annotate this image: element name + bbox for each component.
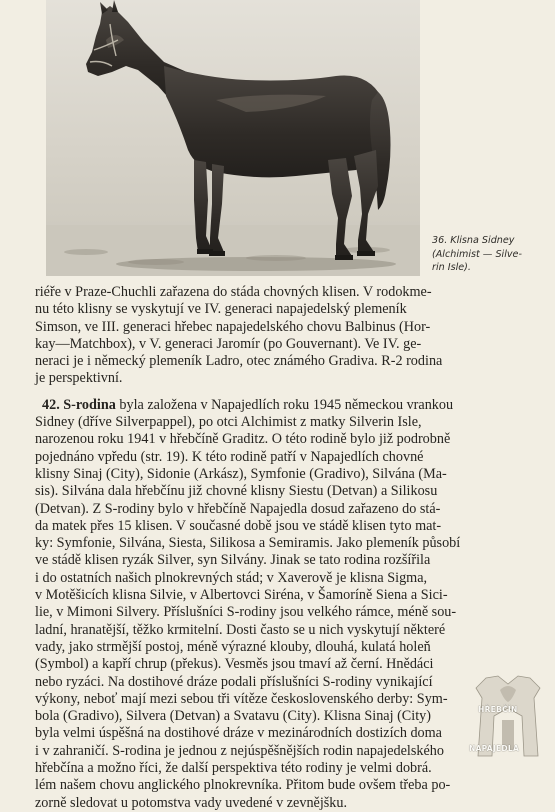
text-line: ky: Symfonie, Silvána, Siesta, Silikosa a Semiramis. Jako plemeník působí (35, 535, 461, 552)
text-line: Simson, ve III. generaci hřebec napajedelského chovu Balbinus (Hor- (35, 318, 431, 335)
text-line: hřebčína a možno říci, že další perspektiva této rodiny je velmi dobrá. (35, 760, 432, 777)
text-line: v Motěšicích klisna Silvie, v Albertovci Siréna, v Šamoríně Siena a Sici- (35, 587, 448, 604)
text-line: byla velmi úspěšná na dostihové dráze v mezinárodních dostizích doma (35, 725, 442, 742)
caption-line: (Alchimist — Silve- (432, 248, 522, 260)
text-line: je perspektivní. (35, 370, 123, 387)
watermark-text-top: HŘEBČÍN (478, 705, 518, 714)
text-line: výkony, neboť mají mezi sebou tři vítěze československého derby: Sym- (35, 690, 448, 707)
text-line: sis). Silvána dala hřebčínu již chovné klisny Siestu (Detvan) a Silikosu (35, 483, 438, 500)
text-line: narozenou roku 1941 v hřebčíně Graditz. O této rodině bylo již podrobně (35, 431, 451, 448)
text-line: nu této klisny se vyskytují ve IV. generaci napajedelský plemeník (35, 301, 407, 318)
text-line: nebo ryzáci. Na dostihové dráze podali příslušníci S-rodiny vynikající (35, 673, 433, 690)
text-line: riéře v Praze-Chuchli zařazena do stáda chovných klisen. V rodokme- (35, 284, 432, 300)
text-line: (Symbol) a kapří chrup (překus). Vesměs jsou tmaví až černí. Hnědáci (35, 656, 434, 673)
horse-photo (46, 0, 420, 276)
text-line: i v zahraničí. S-rodina je jednou z nejúspěšnějších rodin napajedelského (35, 742, 444, 759)
text-line: (Detvan). Z S-rodiny bylo v hřebčíně Napajedla dosud zařazeno do stá- (35, 500, 441, 517)
text-line: bola (Gradivo), Silvera (Detvan) a Svatavu (City). Klisna Sinaj (City) (35, 708, 431, 725)
watermark-text-bottom: NAPAJEDLA (469, 744, 520, 753)
text-line: neraci je i německý plemeník Ladro, otec známého Gradiva. R-2 rodina (35, 353, 443, 370)
text-fragment: byla založena v Napajedlích roku 1945 německou vrankou (115, 396, 454, 413)
photo-caption (432, 234, 550, 275)
text-line: i do ostatních našich plnokrevných stád; v Xaverově je klisna Sigma, (35, 569, 428, 586)
text-line (35, 397, 545, 414)
text-line: zorně sledovat u potomstva vady uvedené v zevnějšku. (35, 794, 348, 811)
text-line: klisny Sinaj (City), Sidonie (Arkász), Symfonie (Gradivo), Silvána (Ma- (35, 465, 447, 482)
text-line: kay—Matchbox), v V. generaci Jaromír (po Gouvernant). Ve IV. ge- (35, 335, 422, 352)
caption-line: rin Isle). (432, 262, 471, 274)
text-line: da matek přes 15 klisen. V současné době jsou ve stádě klisen tyto mat- (35, 517, 442, 534)
text-line: ve stádě klisen ryzák Silver, syn Silvány. Jinak se tato rodina rozšířila (35, 552, 431, 569)
text-line: lie, v Mimoni Silvery. Příslušníci S-rodiny jsou velkého rámce, méně sou- (35, 604, 457, 621)
paragraph-r2-family (35, 284, 545, 388)
text-line: lém našem chovu anglického plnokrevníka. Přitom bude ovšem třeba po- (35, 777, 451, 794)
horse-illustration (46, 0, 420, 276)
section-heading: 42. S-rodina (42, 396, 116, 413)
text-line: pojednáno vpředu (str. 19). K této rodině patří v Napajedlích chovné (35, 448, 424, 465)
caption-line: 36. Klisna Sidney (432, 235, 515, 246)
text-line: vady, jako strmější postoj, méně výrazné klouby, dlouhá, kulatá holeň (35, 638, 431, 655)
text-line: Sidney (dříve Silverpappel), po otci Alchimist z matky Silverin Isle, (35, 414, 422, 431)
text-line: ladní, hranatější, těžko krmitelní. Dosti často se u nich vyskytují některé (35, 621, 446, 638)
